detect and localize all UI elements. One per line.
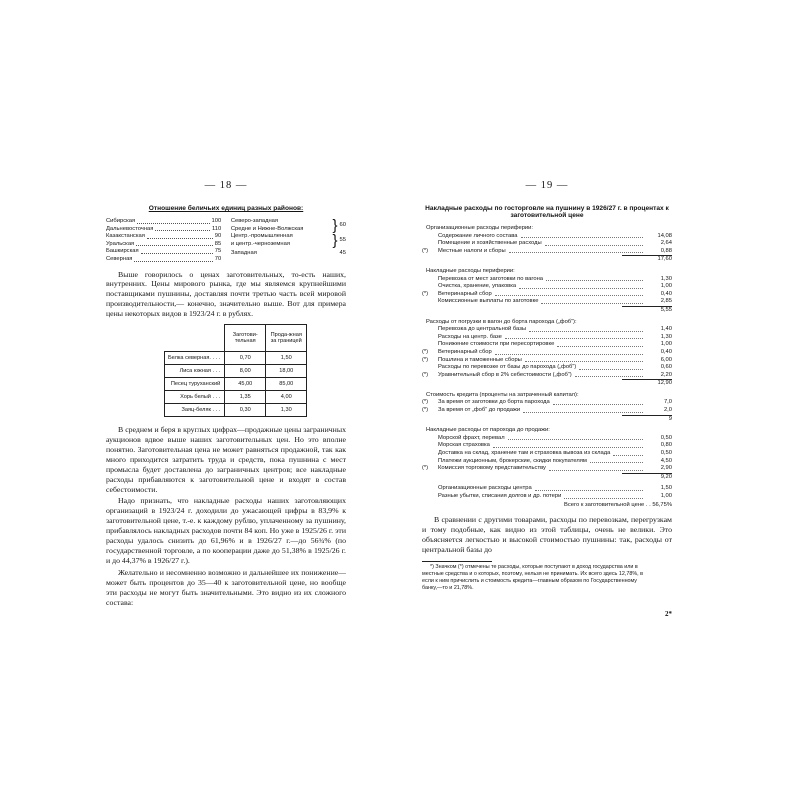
region-row: Казакстанская 90 xyxy=(106,233,222,240)
paragraph: В среднем и беря в круглых цифрах—продажные цены заграничных аукционов вдвое выше наших заготовительных цен. Но это вполне понятно. Заготовительная цена не может равняться продажной, так как много приходится затратить труда и средств, пока пушнина с мест промысла будет доставлена до заграничных центров; все накладные расходы прибавляются к заготовительной цене и входят в состав себестоимости. xyxy=(106,425,346,494)
cost-line: Морской фрахт, перевал 0,50 xyxy=(438,434,672,441)
region-row: Башкирская 75 xyxy=(106,248,222,255)
regions-table xyxy=(106,218,346,264)
fur-prices-table xyxy=(164,324,307,417)
signature-mark: 2* xyxy=(665,610,672,618)
cost-line: Доставка на склад, хранение там и страховка вывоза из склада 0,50 xyxy=(438,450,672,457)
region-group: Западная 45 xyxy=(230,249,346,256)
cost-section xyxy=(422,225,672,264)
cost-line: Морская страховка 0,80 xyxy=(438,442,672,449)
cost-line: Расходы на центр. базе 1,30 xyxy=(438,333,672,340)
region-group: Северо-западная Средне и Нижне-Волжская } 60 xyxy=(230,216,346,234)
cost-line: Перевозка от мест заготовки по вагона 1,30 xyxy=(438,275,672,282)
paragraph: Желательно и несомненно возможно и дальнейшее их понижение—может быть процентов до 35—40 к заготовительной цене, но вообще эти расходы не могут быть значительными. Это видно из их сложного состава: xyxy=(106,567,346,607)
cost-line: Разные убытки, списания долгов и др. потери 1,00 xyxy=(438,493,672,499)
table-row: Песец туруханский 45,00 85,00 xyxy=(165,378,307,391)
cost-section xyxy=(422,268,672,315)
section-heading: Накладные расходы от парохода до продажи: xyxy=(426,427,550,434)
region-row: Сибирская 100 xyxy=(106,218,222,224)
cost-line: (*) Местные налоги и сборы 0,88 xyxy=(422,247,672,254)
cost-line: Расходы по перевозке от базы до парохода („фоб“) 0,60 xyxy=(438,364,672,371)
cost-section xyxy=(422,392,672,423)
cost-line: Платежи аукционным, брокерские, скидки покупателям 4,50 xyxy=(438,457,672,464)
table-row: Лиса южная . . . 8,00 18,00 xyxy=(165,365,307,378)
cost-line: Комиссионные выплаты по заготовке 2,85 xyxy=(438,298,672,305)
page-number: — 19 — xyxy=(525,180,569,191)
cost-line: (*) За время от „фоб“ до продажи 2,0 xyxy=(422,407,672,414)
section-heading: Накладные расходы периферии: xyxy=(426,267,515,274)
cost-line: (*) Ветеринарный сбор 0,40 xyxy=(422,290,672,297)
section-total: 9 xyxy=(622,415,672,424)
section-heading: Организационные расходы периферии: xyxy=(426,225,534,231)
regions-col-right xyxy=(231,218,346,264)
cost-line: (*) Уравнительный сбор в 2% себестоимости („фоб“) 2,20 xyxy=(422,371,672,378)
footnote: *) Значком (*) отмечены те расходы, которые поступают в доход государства или в местные средства и о которых, поэтому, нельзя не принимать. Их всего здесь 12,78%, в если к ним причислить и стоимость кредита—главным образом по Государственному банку,—то и 21,78%. xyxy=(422,561,492,592)
cost-section xyxy=(422,485,672,500)
cost-line: Очистка, хранение, упаковка 1,00 xyxy=(438,283,672,290)
column-header: Прода-жная за границей xyxy=(266,325,307,352)
cost-breakdown xyxy=(422,225,672,501)
regions-col-left xyxy=(106,218,221,264)
cost-section xyxy=(422,319,672,388)
region-group: Центр.-промышленная и центр.-черноземная } 55 xyxy=(230,231,346,249)
table-row: Заяц-беляк . . . 0,30 1,30 xyxy=(165,404,307,417)
section-total: 12,90 xyxy=(622,379,672,388)
cost-line: Помещение и хозяйственные расходы 2,64 xyxy=(438,240,672,247)
region-row: Дальневосточная 110 xyxy=(106,225,222,232)
table-row: Хорь белый . . . 1,35 4,00 xyxy=(165,391,307,404)
cost-line: (*) За время от заготовки до борта парохода 7,0 xyxy=(422,399,672,406)
section-heading: Стоимость кредита (проценты на затраченный капитал): xyxy=(426,391,579,398)
page-right xyxy=(422,180,672,670)
cost-section xyxy=(422,427,672,481)
page-number: — 18 — xyxy=(204,180,248,191)
cost-line: Перевозка до центральной базы 1,40 xyxy=(438,326,672,333)
table-row: Белка северная. . . . 0,70 1,50 xyxy=(165,352,307,365)
paragraph: Выше говорилось о ценах заготовительных, то-есть наших, внутренних. Цены мирового рынка, где мы являемся крупнейшими поставщиками пушнины, доставляя почти третью часть всей мировой производительности,— конечно, значительно выше. Вот для примера цены некоторых видов в 1923/24 г. в рублях. xyxy=(106,269,346,319)
regions-title: Отношение беличьих единиц разных районов: xyxy=(148,205,304,212)
cost-line: Понижение стоимости при пересортировке 1,00 xyxy=(438,341,672,348)
costs-title: Накладные расходы по госторговле на пушнину в 1926/27 г. в процентах к заготовительной цене xyxy=(425,205,669,219)
cost-line: (*) Ветеринарный сбор 0,40 xyxy=(422,348,672,355)
cost-line: (*) Пошлина и таможенные сборы 6,00 xyxy=(422,356,672,363)
paragraph: В сравнении с другими товарами, расходы по перевозкам, перегрузкам и тому подобные, как видно из этой таблицы, очень не велики. Это объясняется легкостью и высокой стоимостью пушнины: так, расходы от центральной базы до xyxy=(422,515,672,554)
section-heading: Расходы от погрузки в вагон до борта парохода („фоб“): xyxy=(426,318,577,325)
column-header: Заготови-тельная xyxy=(225,325,266,352)
paragraph: Надо признать, что накладные расходы наших заготовляющих организаций в 1923/24 г. доходили до ужасающей цифры в 83,9% к заготовительной цене, т.-е. к каждому рублю, уплаченному за пушнину, прибавлялось накладных расходов почти 84 коп. Но уже в 1925/26 г. эти расходы удалось снизить до 61,96% и в 1926/27 г.—до 56¾% (по государственной торговле, а по кооперации даже до 51,38% в 1925/26 г. и до 44,37% в 1926/27 г.). xyxy=(106,496,346,565)
page-left xyxy=(106,180,346,670)
cost-line: (*) Комиссия торговому представительству 2,90 xyxy=(422,465,672,472)
section-total: 9,20 xyxy=(622,473,672,482)
grand-total: Всего к заготовительной цене . . 56,75% xyxy=(564,501,672,508)
cost-line: Организационные расходы центра 1,50 xyxy=(438,485,672,492)
cost-line: Содержание личного состава 14,08 xyxy=(438,232,672,239)
region-row: Северная 70 xyxy=(106,255,222,262)
region-row: Уральская 85 xyxy=(106,240,222,247)
section-total: 5,55 xyxy=(622,306,672,315)
section-total: 17,60 xyxy=(622,255,672,264)
